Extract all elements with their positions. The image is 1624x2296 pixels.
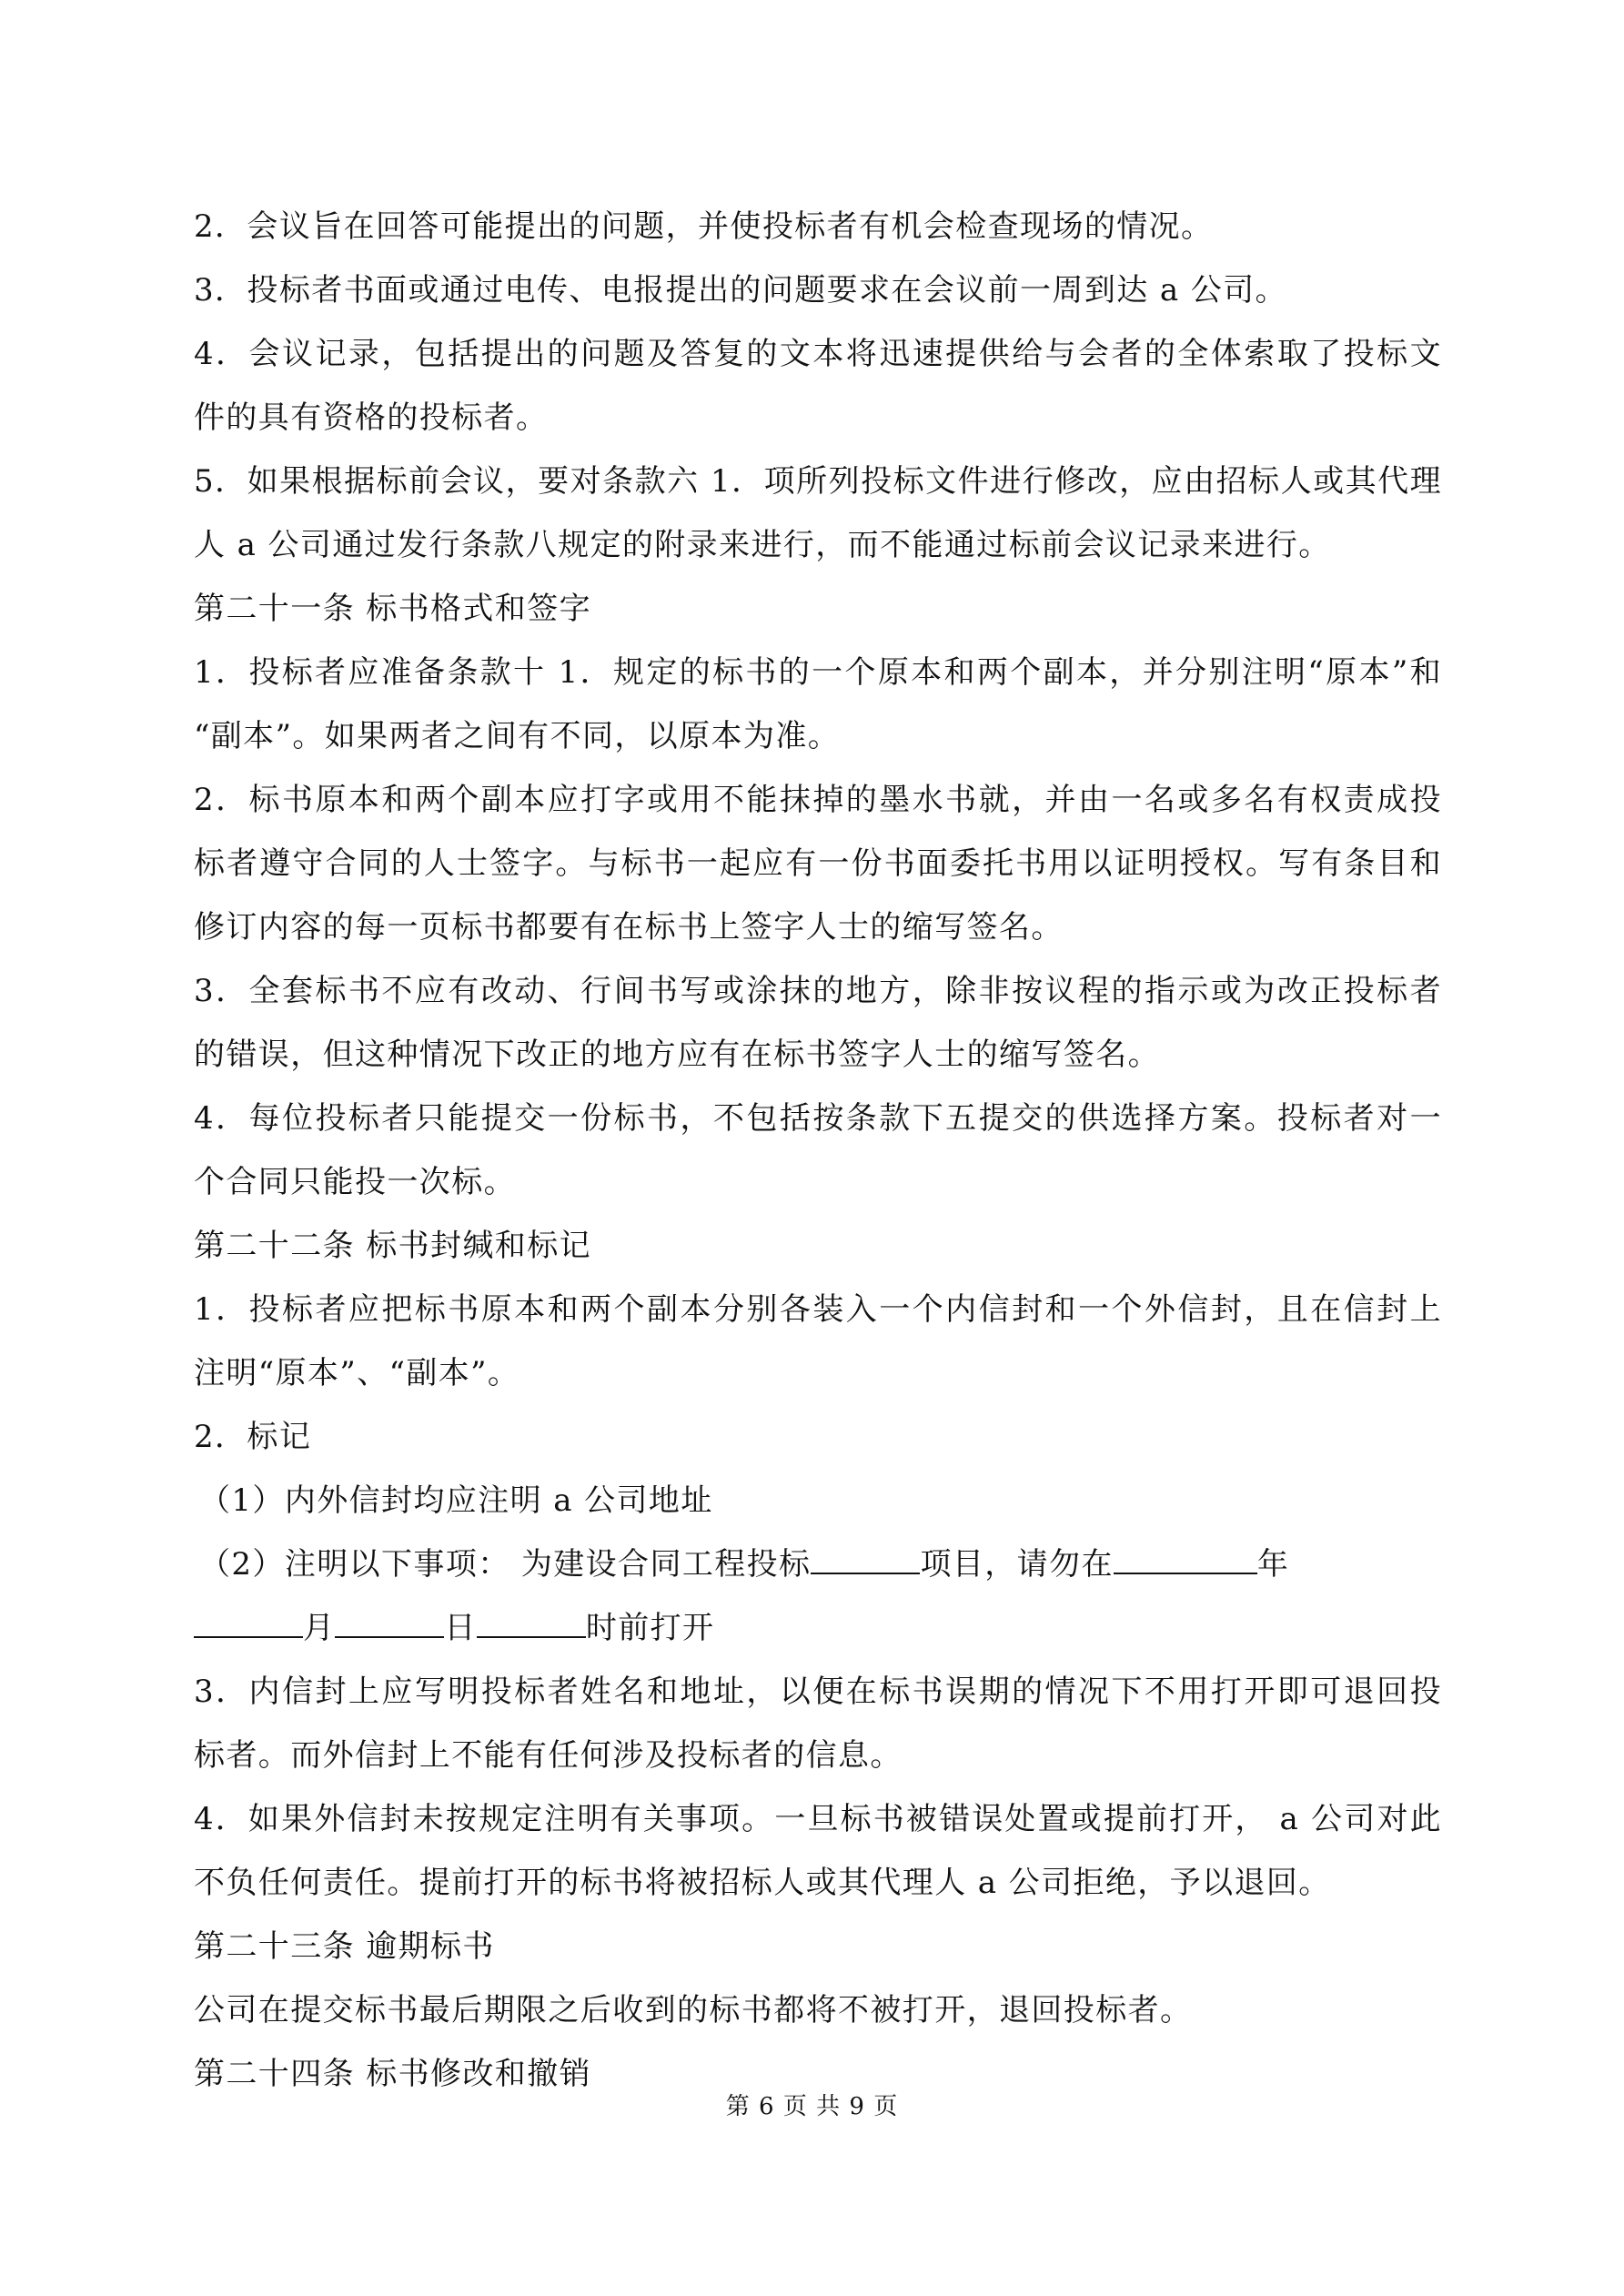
- form-text: 项目，请勿在: [920, 1546, 1114, 1583]
- form-text: 日: [444, 1610, 477, 1646]
- fill-in-blank: [811, 1545, 920, 1574]
- paragraph-line: 人 a 公司通过发行条款八规定的附录来进行，而不能通过标前会议记录来进行。: [194, 527, 1331, 563]
- section-heading: 第二十四条 标书修改和撤销: [194, 2056, 592, 2092]
- fill-in-blank: [194, 1609, 303, 1638]
- paragraph-line: 件的具有资格的投标者。: [194, 400, 549, 436]
- fill-in-blank: [335, 1609, 444, 1638]
- paragraph-line: 个合同只能投一次标。: [194, 1164, 516, 1200]
- paragraph-line: “副本”。如果两者之间有不同，以原本为准。: [194, 718, 841, 754]
- form-text: 时前打开: [585, 1610, 715, 1646]
- page-footer: 第 6 页 共 9 页: [725, 2093, 899, 2120]
- paragraph-line: 2．会议旨在回答可能提出的问题，并使投标者有机会检查现场的情况。: [194, 208, 1214, 245]
- form-text: （2）注明以下事项： 为建设合同工程投标: [199, 1546, 812, 1583]
- paragraph-line: 1．投标者应准备条款十 1．规定的标书的一个原本和两个副本，并分别注明“原本”和: [194, 654, 1442, 691]
- paragraph-line: 4．每位投标者只能提交一份标书，不包括按条款下五提交的供选择方案。投标者对一: [194, 1100, 1442, 1137]
- paragraph-line: 5．如果根据标前会议，要对条款六 1．项所列投标文件进行修改，应由招标人或其代理: [194, 463, 1442, 500]
- fill-in-blank: [1114, 1545, 1257, 1574]
- paragraph-line: 标者遵守合同的人士签字。与标书一起应有一份书面委托书用以证明授权。写有条目和: [194, 845, 1442, 882]
- form-line: [194, 1596, 1442, 1660]
- form-text: 月: [303, 1610, 336, 1646]
- document-body: [194, 195, 1442, 2106]
- paragraph-line: 不负任何责任。提前打开的标书将被招标人或其代理人 a 公司拒绝，予以退回。: [194, 1865, 1331, 1901]
- paragraph-line: 注明“原本”、“副本”。: [194, 1355, 520, 1391]
- fill-in-blank: [477, 1609, 586, 1638]
- paragraph-line: 公司在提交标书最后期限之后收到的标书都将不被打开，退回投标者。: [194, 1992, 1193, 2028]
- paragraph-line: 4．会议记录，包括提出的问题及答复的文本将迅速提供给与会者的全体索取了投标文: [194, 336, 1442, 372]
- paragraph-line: 修订内容的每一页标书都要有在标书上签字人士的缩写签名。: [194, 909, 1064, 946]
- paragraph-line: 3．全套标书不应有改动、行间书写或涂抹的地方，除非按议程的指示或为改正投标者: [194, 973, 1442, 1009]
- paragraph-line: 的错误，但这种情况下改正的地方应有在标书签字人士的缩写签名。: [194, 1037, 1160, 1073]
- form-line: [194, 1532, 1442, 1596]
- paragraph-line: 1．投标者应把标书原本和两个副本分别各装入一个内信封和一个外信封，且在信封上: [194, 1291, 1442, 1328]
- section-heading: 第二十二条 标书封缄和标记: [194, 1228, 592, 1264]
- paragraph-line: 2．标书原本和两个副本应打字或用不能抹掉的墨水书就，并由一名或多名有权责成投: [194, 782, 1442, 818]
- section-heading: 第二十三条 逾期标书: [194, 1928, 495, 1965]
- paragraph-line: （1）内外信封均应注明 a 公司地址: [199, 1482, 713, 1519]
- paragraph-line: 3．投标者书面或通过电传、电报提出的问题要求在会议前一周到达 a 公司。: [194, 272, 1287, 308]
- paragraph-line: 2．标记: [194, 1419, 312, 1455]
- form-text: 年: [1256, 1546, 1290, 1583]
- section-heading: 第二十一条 标书格式和签字: [194, 591, 592, 627]
- paragraph-line: 3．内信封上应写明投标者姓名和地址，以便在标书误期的情况下不用打开即可退回投: [194, 1674, 1442, 1710]
- paragraph-line: 标者。而外信封上不能有任何涉及投标者的信息。: [194, 1737, 903, 1774]
- paragraph-line: 4．如果外信封未按规定注明有关事项。一旦标书被错误处置或提前打开， a 公司对此: [194, 1801, 1442, 1837]
